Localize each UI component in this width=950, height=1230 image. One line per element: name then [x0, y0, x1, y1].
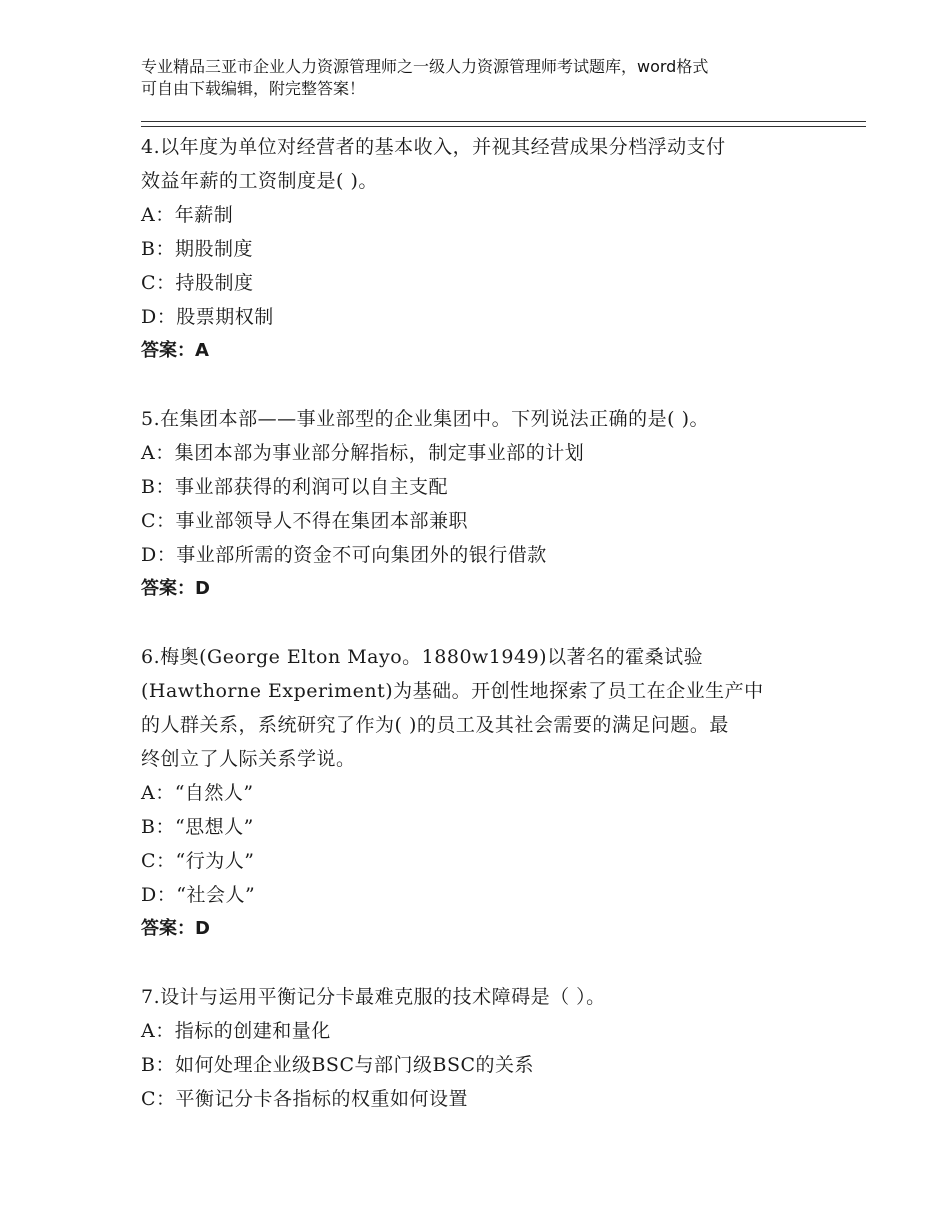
question-text-line: (Hawthorne Experiment)为基础。开创性地探索了员工在企业生产中 — [141, 680, 764, 702]
header-rule-bottom — [141, 126, 866, 127]
option-a: A：指标的创建和量化 — [141, 1020, 331, 1042]
spacer — [141, 946, 841, 980]
option-a: A：“自然人” — [141, 782, 254, 804]
question-text-line: 终创立了人际关系学说。 — [141, 748, 356, 770]
option-b: B：“思想人” — [141, 816, 254, 838]
option-b: B：期股制度 — [141, 238, 253, 260]
question-7 — [141, 980, 841, 1116]
option-b: B：事业部获得的利润可以自主支配 — [141, 476, 448, 498]
answer-line: 答案：A — [141, 340, 209, 361]
question-text-line: 5.在集团本部——事业部型的企业集团中。下列说法正确的是( )。 — [141, 408, 709, 430]
answer-line: 答案：D — [141, 578, 210, 599]
document-header — [141, 56, 821, 100]
question-text-line: 效益年薪的工资制度是( )。 — [141, 170, 378, 192]
answer-line: 答案：D — [141, 918, 210, 939]
question-6 — [141, 640, 841, 946]
question-5 — [141, 402, 841, 606]
question-text-line: 4.以年度为单位对经营者的基本收入，并视其经营成果分档浮动支付 — [141, 136, 726, 158]
question-4 — [141, 130, 841, 368]
option-d: D：事业部所需的资金不可向集团外的银行借款 — [141, 544, 547, 566]
question-text-line: 6.梅奥(George Elton Mayo。1880w1949)以著名的霍桑试验 — [141, 646, 704, 668]
header-rule-top — [141, 121, 866, 122]
question-list — [141, 130, 841, 1116]
option-a: A：年薪制 — [141, 204, 234, 226]
spacer — [141, 368, 841, 402]
option-d: D：“社会人” — [141, 884, 256, 906]
header-line-2: 可自由下载编辑，附完整答案！ — [141, 79, 366, 98]
spacer — [141, 606, 841, 640]
option-c: C：事业部领导人不得在集团本部兼职 — [141, 510, 469, 532]
option-b: B：如何处理企业级BSC与部门级BSC的关系 — [141, 1054, 534, 1076]
option-c: C：“行为人” — [141, 850, 255, 872]
option-c: C：平衡记分卡各指标的权重如何设置 — [141, 1088, 469, 1110]
option-a: A：集团本部为事业部分解指标，制定事业部的计划 — [141, 442, 585, 464]
header-line-1: 专业精品三亚市企业人力资源管理师之一级人力资源管理师考试题库，word格式 — [141, 57, 709, 76]
question-text-line: 的人群关系，系统研究了作为( )的员工及其社会需要的满足问题。最 — [141, 714, 729, 736]
question-text-line: 7.设计与运用平衡记分卡最难克服的技术障碍是（ ）。 — [141, 986, 606, 1008]
option-c: C：持股制度 — [141, 272, 254, 294]
option-d: D：股票期权制 — [141, 306, 274, 328]
